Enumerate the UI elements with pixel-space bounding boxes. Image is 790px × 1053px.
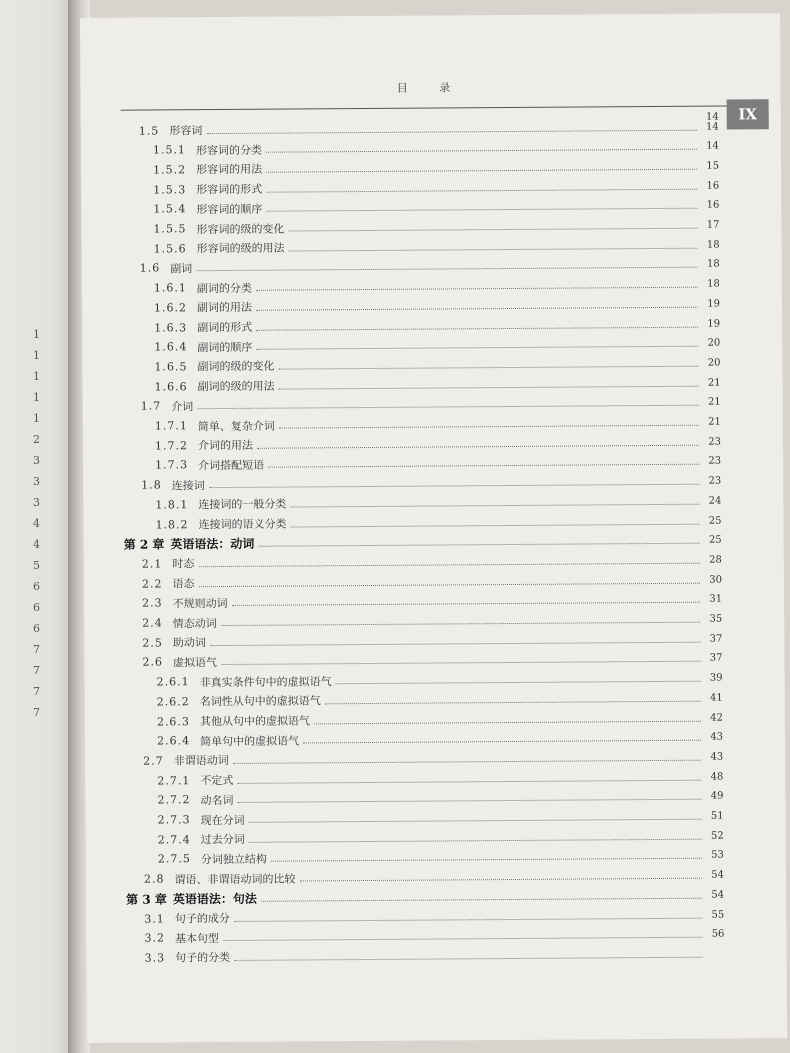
toc-entry-title: 副词的分类 [196, 281, 252, 295]
toc-entry [153, 216, 719, 238]
toc-entry-number: 2.6 [142, 655, 164, 669]
toc-dot-leader [266, 169, 697, 173]
toc-page-number: 21 [707, 377, 721, 389]
toc-entry [157, 787, 723, 809]
toc-page-number: 16 [706, 199, 720, 211]
toc-page-number: 23 [708, 436, 722, 448]
toc-page-number: 18 [707, 278, 720, 290]
toc-entry-number: 1.5.3 [153, 182, 187, 197]
toc-entry-number: 1.5.5 [153, 222, 187, 236]
left-page-number: 1 [33, 391, 40, 404]
toc-dot-leader [234, 917, 702, 921]
toc-dot-leader [221, 661, 700, 665]
toc-dot-leader [261, 897, 702, 901]
toc-entry [153, 196, 719, 218]
toc-page-number: 54 [711, 869, 725, 881]
toc-page-number: 56 [711, 928, 725, 940]
toc-entry-title: 形容词 [169, 124, 203, 138]
toc-page-number: 16 [706, 180, 720, 192]
toc-entry-number: 2.1 [141, 557, 163, 571]
toc-entry-title: 形容词的用法 [196, 163, 263, 177]
toc-dot-leader [290, 503, 699, 507]
toc-entry [154, 275, 720, 297]
toc-entry [158, 827, 724, 849]
left-page [0, 0, 76, 1053]
toc-entry [142, 571, 722, 593]
toc-page-number: 41 [709, 692, 723, 704]
toc-entry-number: 1.7.2 [154, 438, 189, 453]
toc-dot-leader [221, 622, 700, 626]
toc-entry-number: 1.7 [140, 399, 162, 413]
toc-entry-number: 2.7.1 [157, 773, 191, 788]
toc-entry-title: 形容词的级的用法 [196, 241, 285, 256]
toc-page-number: 25 [708, 534, 722, 546]
toc-entry-title: 副词的顺序 [197, 340, 253, 354]
toc-entry [157, 728, 723, 750]
toc-entry-number: 1.6.6 [154, 379, 188, 394]
toc-page-number: 21 [708, 416, 721, 428]
left-page-number: 7 [33, 664, 40, 677]
toc-entry [143, 748, 723, 770]
toc-dot-leader [271, 858, 702, 862]
toc-entry-number: 第 2 章 [123, 537, 165, 552]
toc-entry-number: 2.7.2 [157, 793, 191, 807]
toc-entry-title: 简单、复杂介词 [197, 419, 275, 433]
toc-entry [142, 551, 722, 573]
toc-page-number: 55 [711, 909, 725, 921]
toc-entry-number: 2.7.5 [157, 852, 191, 866]
toc-entry [154, 236, 720, 258]
toc-dot-leader [256, 306, 698, 310]
toc-entry-title: 其他从句中的虚拟语气 [199, 714, 310, 729]
toc-entry-title: 副词的形式 [197, 320, 253, 335]
toc-entry-number: 1.6.2 [153, 301, 188, 315]
left-page-number: 4 [33, 538, 40, 551]
toc-dot-leader [289, 247, 698, 251]
toc-page-number: 52 [710, 830, 724, 842]
toc-page-number: 43 [710, 731, 724, 743]
left-page-number: 6 [33, 622, 40, 635]
toc-page-number: 20 [707, 337, 721, 349]
toc-page-number: 43 [710, 751, 724, 763]
toc-dot-leader [278, 366, 698, 370]
toc-entry [155, 512, 721, 534]
toc-dot-leader [325, 700, 701, 704]
toc-dot-leader [303, 740, 701, 744]
toc-entry [142, 649, 722, 671]
toc-entry-title: 形容词的分类 [195, 143, 262, 157]
toc-dot-leader [237, 779, 701, 783]
toc-dot-leader [266, 208, 697, 212]
left-page-number: 1 [33, 349, 40, 362]
toc-entry-number: 1.5.6 [153, 241, 187, 256]
toc-page-number: 31 [709, 593, 723, 605]
top-page-number: 14 [705, 111, 719, 123]
toc-dot-leader [266, 149, 697, 153]
toc-page-number: 20 [707, 357, 721, 369]
toc-page-number: 39 [709, 672, 723, 684]
toc-entry [142, 610, 722, 632]
toc-entry-title: 句子的分类 [175, 951, 231, 965]
toc-entry [153, 157, 719, 179]
left-page-number: 4 [33, 517, 40, 530]
toc-dot-leader [233, 760, 701, 764]
toc-dot-leader [198, 582, 699, 587]
toc-entry-title: 不规则动词 [172, 596, 228, 611]
toc-entry [153, 137, 719, 159]
toc-entry [155, 374, 721, 396]
left-page-number: 3 [33, 496, 40, 509]
toc-entry-title: 介词的用法 [197, 438, 254, 453]
toc-dot-leader [314, 720, 701, 724]
toc-entry-number: 2.7.3 [157, 813, 191, 827]
toc-entry-number: 1.6.1 [153, 281, 187, 295]
toc-entry [154, 354, 720, 376]
toc-entry-title: 助动词 [172, 636, 206, 650]
toc-entry-title: 名词性从句中的虚拟语气 [199, 694, 321, 709]
toc-page-number: 25 [708, 515, 722, 527]
toc-dot-leader [256, 346, 698, 350]
toc-page-number: 53 [711, 849, 724, 862]
toc-entry-title: 句子的成分 [174, 911, 230, 926]
toc-dot-leader [336, 681, 701, 685]
page-header-title: 目 录 [396, 81, 465, 95]
toc-entry-number: 2.7.4 [157, 832, 191, 847]
toc-entry-title: 虚拟语气 [172, 655, 218, 670]
toc-page-number: 14 [706, 121, 719, 133]
toc-entry [154, 315, 720, 337]
toc-entry-number: 1.5 [138, 123, 160, 138]
toc-entry [155, 433, 721, 455]
toc-entry-title: 副词 [170, 262, 193, 276]
left-page-number: 7 [33, 685, 40, 698]
toc-dot-leader [210, 641, 700, 645]
toc-entry-title: 时态 [172, 557, 195, 571]
toc-dot-leader [266, 188, 697, 192]
toc-page-number: 17 [706, 219, 720, 231]
toc-entry [144, 866, 724, 888]
toc-entry-number: 1.6.3 [154, 320, 188, 334]
left-page-number: 5 [33, 559, 40, 572]
toc-entry-number: 3.1 [144, 911, 165, 926]
toc-entry [158, 846, 724, 868]
toc-entry-title: 简单句中的虚拟语气 [200, 734, 300, 748]
toc-entry-number: 1.6.5 [154, 360, 188, 374]
toc-page-number: 28 [709, 554, 722, 566]
toc-entry [139, 118, 719, 140]
toc-page-number: 18 [706, 258, 720, 271]
toc-entry [158, 807, 724, 829]
toc-entry-title: 连接词的一般分类 [198, 497, 287, 512]
toc-dot-leader [256, 326, 698, 330]
toc-dot-leader [249, 838, 702, 842]
toc-page-number: 23 [708, 455, 722, 468]
left-page-number: 6 [33, 580, 40, 593]
toc-entry-title: 分词独立结构 [200, 852, 267, 867]
toc-entry [157, 689, 723, 711]
toc-dot-leader [256, 287, 698, 291]
toc-dot-leader [257, 444, 699, 448]
toc-entry-title: 形容词的级的变化 [196, 222, 285, 236]
toc-entry-title: 非谓语动词 [173, 754, 229, 768]
toc-entry-number: 2.6.3 [156, 714, 190, 728]
toc-page [80, 13, 787, 1043]
toc-dot-leader [288, 228, 697, 232]
toc-page-number: 19 [707, 318, 721, 330]
toc-chapter-entry [126, 886, 724, 908]
toc-entry [154, 334, 720, 356]
toc-dot-leader [234, 957, 702, 961]
toc-entry-number: 1.6 [139, 261, 161, 275]
toc-dot-leader [291, 523, 700, 527]
toc-dot-leader [209, 484, 699, 488]
toc-entry-number: 1.8.2 [155, 517, 189, 531]
toc-page-number: 51 [710, 810, 724, 822]
toc-entry-number: 2.6.1 [156, 675, 190, 689]
toc-entry [155, 413, 721, 435]
toc-page-number: 18 [706, 239, 720, 251]
toc-entry-title: 情态动词 [172, 616, 217, 630]
toc-dot-leader [196, 267, 697, 272]
toc-entry-title: 连接词 [171, 478, 205, 492]
toc-entry-number: 1.5.2 [153, 163, 187, 177]
toc-entry-title: 连接词的语义分类 [198, 517, 287, 532]
toc-dot-leader [232, 602, 700, 606]
toc-entry-number: 1.7.3 [155, 458, 189, 472]
toc-entry-title: 英语语法：句法 [172, 891, 257, 907]
toc-entry [157, 768, 723, 790]
toc-entry-title: 非真实条件句中的虚拟语气 [199, 674, 332, 689]
left-page-number: 3 [33, 454, 40, 467]
toc-dot-leader [198, 563, 699, 568]
toc-page-number: 54 [711, 889, 725, 901]
toc-entry-title: 基本句型 [174, 931, 219, 946]
toc-entry [140, 255, 720, 277]
toc-entry [142, 590, 722, 612]
page-tab: IX [727, 99, 769, 129]
toc-entry-title: 形容词的形式 [196, 182, 263, 197]
toc-entry [157, 709, 723, 731]
toc-dot-leader [197, 405, 698, 410]
toc-page-number: 24 [708, 495, 722, 507]
toc-page-number: 30 [709, 574, 722, 586]
toc-entry-title: 介词搭配短语 [198, 458, 265, 473]
toc-entry-number: 2.8 [143, 872, 165, 886]
left-page-number: 6 [33, 601, 40, 614]
left-page-number: 2 [33, 433, 40, 446]
toc-page-number: 15 [706, 160, 720, 172]
toc-dot-leader [279, 425, 699, 429]
toc-page-number: 23 [708, 475, 722, 487]
toc-entry [144, 925, 724, 947]
left-page-number: 3 [33, 475, 40, 488]
left-page-number: 7 [33, 706, 40, 719]
toc-dot-leader [249, 819, 702, 823]
toc-dot-leader [279, 385, 699, 389]
toc-dot-leader [237, 799, 701, 803]
toc-entry-title: 不定式 [200, 774, 234, 788]
toc-entry-title: 副词的级的用法 [197, 379, 275, 394]
toc-entry-number: 3.3 [144, 951, 166, 965]
toc-entry [142, 630, 722, 652]
toc-entry-title: 过去分词 [200, 833, 245, 847]
toc-entry [155, 492, 721, 514]
toc-page-number: 19 [707, 298, 721, 310]
toc-entry-title: 谓语、非谓语动词的比较 [174, 872, 296, 886]
toc-dot-leader [223, 937, 702, 941]
toc-dot-leader [258, 543, 699, 547]
toc-entry [145, 945, 725, 967]
toc-page-number: 37 [709, 652, 723, 665]
toc-entry-number: 2.4 [142, 616, 163, 630]
toc-dot-leader [268, 464, 699, 468]
toc-entry [157, 669, 723, 691]
toc-entry-title: 副词的用法 [196, 301, 253, 315]
toc-dot-leader [206, 129, 696, 133]
toc-entry-number: 1.5.1 [152, 143, 186, 157]
toc-entry [141, 472, 721, 494]
toc-entry-title: 语态 [172, 577, 195, 591]
toc-entry [153, 177, 719, 199]
toc-entry-number: 1.8.1 [155, 498, 189, 512]
toc-entry-title: 介词 [171, 400, 194, 414]
toc-entry-number: 1.8 [141, 478, 162, 492]
toc-entry-number: 2.6.2 [156, 695, 190, 709]
toc-entry-title: 现在分词 [200, 813, 245, 827]
toc-page-number: 48 [710, 771, 724, 783]
toc-entry-number: 2.2 [141, 577, 163, 591]
toc-entry-number: 1.6.4 [154, 340, 188, 354]
toc-entry-number: 3.2 [144, 931, 165, 945]
toc-page-number: 35 [709, 613, 723, 625]
toc-dot-leader [300, 878, 702, 882]
toc-entry-title: 形容词的顺序 [196, 202, 263, 216]
toc-entry-number: 2.6.4 [157, 734, 191, 748]
toc-entry-number: 2.5 [142, 636, 163, 650]
toc-entry-number: 2.3 [142, 596, 163, 610]
left-page-number: 1 [33, 370, 40, 383]
left-page-number: 7 [33, 643, 40, 656]
toc-entry-number: 第 3 章 [126, 892, 167, 907]
left-page-number: 1 [33, 328, 40, 341]
left-page-number: 1 [33, 412, 40, 425]
toc-entry-title: 英语语法：动词 [170, 536, 255, 552]
toc-entry-number: 2.7 [143, 754, 164, 768]
toc-page-number: 42 [710, 712, 723, 724]
toc-page-number: 21 [707, 396, 721, 408]
toc-entry-title: 副词的级的变化 [197, 360, 275, 374]
toc-entry-number: 1.5.4 [153, 202, 187, 216]
toc-entry [155, 452, 721, 474]
toc-entry [141, 393, 721, 415]
toc-chapter-entry [124, 531, 722, 553]
toc-page-number: 37 [709, 633, 723, 645]
toc-page-number: 49 [710, 790, 724, 802]
toc-page-number: 14 [706, 140, 719, 152]
toc-entry [154, 295, 720, 317]
toc-entry-title: 动名词 [200, 793, 234, 807]
toc-entry [144, 906, 724, 928]
toc-entry-number: 1.7.1 [154, 419, 188, 433]
